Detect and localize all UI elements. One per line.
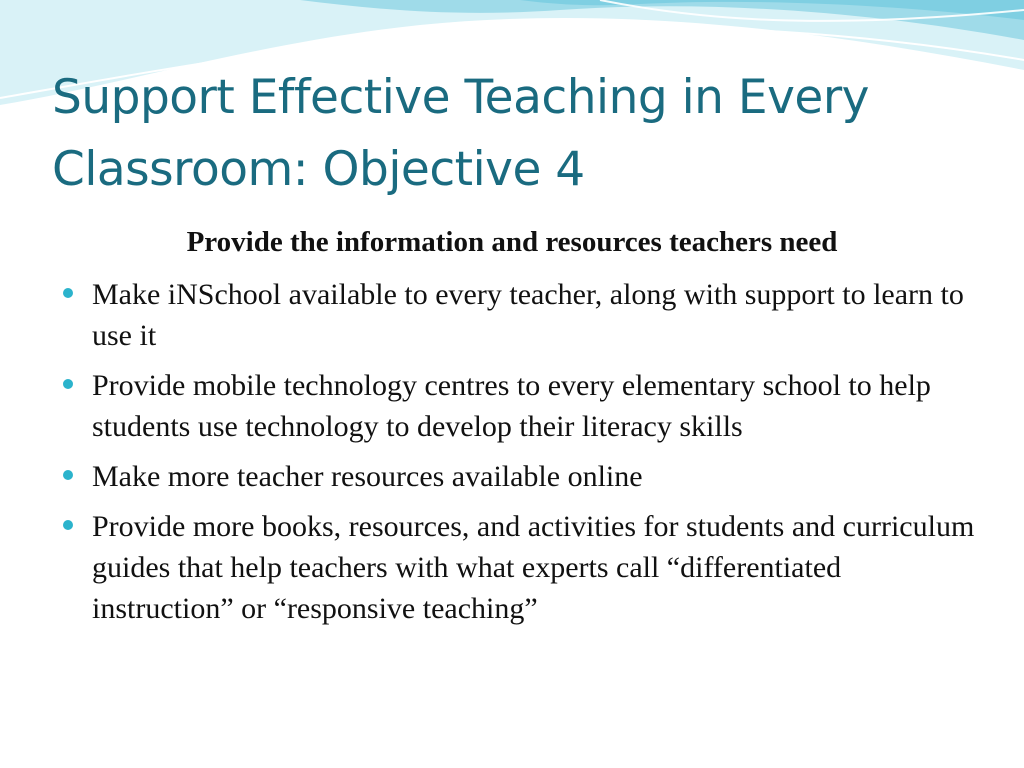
- slide-title: Support Effective Teaching in Every Classroom: Objective 4: [52, 70, 869, 197]
- bullet-item: [60, 274, 980, 356]
- bullet-text: Make iNSchool available to every teacher, along with support to learn to use it: [92, 278, 964, 352]
- bullet-text: Provide mobile technology centres to every elementary school to help students use technology to develop their literacy skills: [92, 369, 931, 443]
- slide-subheading: Provide the information and resources teachers need: [186, 226, 838, 258]
- bullet-list: [60, 274, 980, 638]
- bullet-text: Provide more books, resources, and activities for students and curriculum guides that help teachers with what experts call “differentiated instruction” or “responsive teaching”: [92, 510, 975, 625]
- bullet-dot-icon: [63, 288, 73, 298]
- bullet-dot-icon: [63, 520, 73, 530]
- bullet-item: [60, 456, 980, 497]
- bullet-item: [60, 365, 980, 447]
- bullet-dot-icon: [63, 379, 73, 389]
- bullet-text: Make more teacher resources available online: [92, 460, 643, 493]
- bullet-dot-icon: [63, 470, 73, 480]
- bullet-item: [60, 506, 980, 629]
